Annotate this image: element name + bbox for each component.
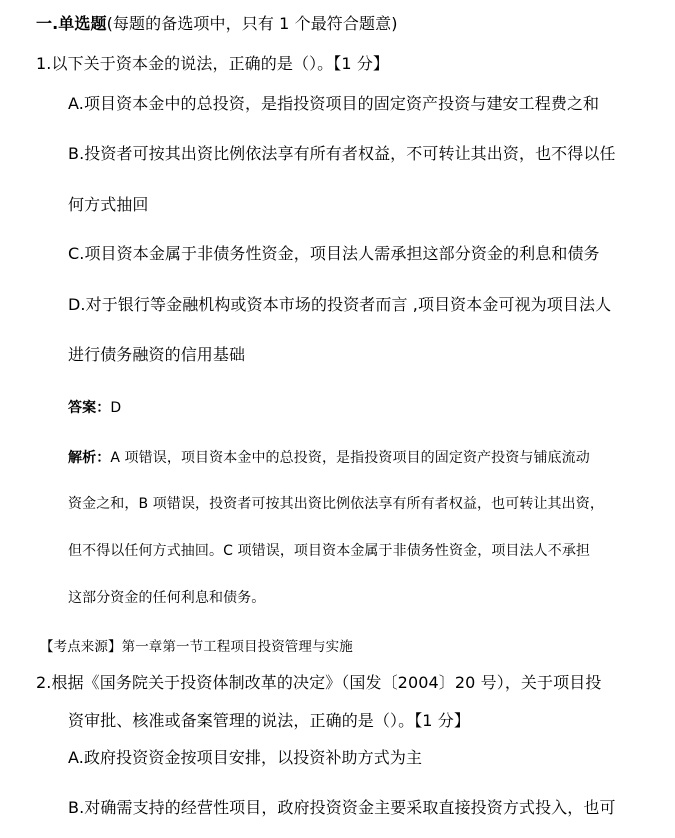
q1-option-c: C.项目资本金属于非债务性资金，项目法人需承担这部分资金的利息和债务 (68, 244, 600, 263)
q2-stem-line1: 2.根据《国务院关于投资体制改革的决定》（国发〔2004〕20 号），关于项目投 (36, 673, 602, 692)
q2-option-b-line1: B.对确需支持的经营性项目，政府投资资金主要采取直接投资方式投入，也可 (68, 798, 616, 817)
analysis-label: 解析： (68, 450, 111, 466)
q1-option-d-line2: 进行债务融资的信用基础 (68, 345, 246, 364)
q1-analysis-line3: 但不得以任何方式抽回。C 项错误，项目资本金属于非债务性资金，项目法人不承担 (68, 543, 591, 559)
section-heading-note: (每题的备选项中，只有 1 个最符合题意) (106, 14, 398, 33)
q1-option-b-line1: B.投资者可按其出资比例依法享有所有者权益，不可转让其出资，也不得以任 (68, 144, 616, 163)
answer-label: 答案： (68, 400, 111, 416)
q1-analysis-line1 (68, 448, 590, 468)
q1-source: 【考点来源】第一章第一节工程项目投资管理与实施 (40, 639, 353, 655)
analysis-text-1: A 项错误，项目资本金中的总投资，是指投资项目的固定资产投资与铺底流动 (110, 450, 590, 466)
section-heading (36, 13, 398, 35)
q2-option-a: A.政府投资资金按项目安排，以投资补助方式为主 (68, 748, 423, 767)
q1-option-b-line2: 何方式抽回 (68, 195, 149, 214)
q1-option-a: A.项目资本金中的总投资，是指投资项目的固定资产投资与建安工程费之和 (68, 94, 600, 113)
q1-answer (68, 398, 121, 418)
answer-value: D (110, 400, 122, 416)
q1-stem: 1.以下关于资本金的说法，正确的是（）。【1 分】 (36, 54, 390, 73)
q1-analysis-line4: 这部分资金的任何利息和债务。 (68, 590, 266, 606)
section-heading-title: 一.单选题 (36, 14, 107, 33)
q2-stem-line2: 资审批、核准或备案管理的说法，正确的是（）。【1 分】 (68, 711, 470, 730)
q1-analysis-line2: 资金之和，B 项错误，投资者可按其出资比例依法享有所有者权益，也可转让其出资， (68, 496, 604, 512)
q1-option-d-line1: D.对于银行等金融机构或资本市场的投资者而言 ,项目资本金可视为项目法人 (68, 295, 612, 314)
